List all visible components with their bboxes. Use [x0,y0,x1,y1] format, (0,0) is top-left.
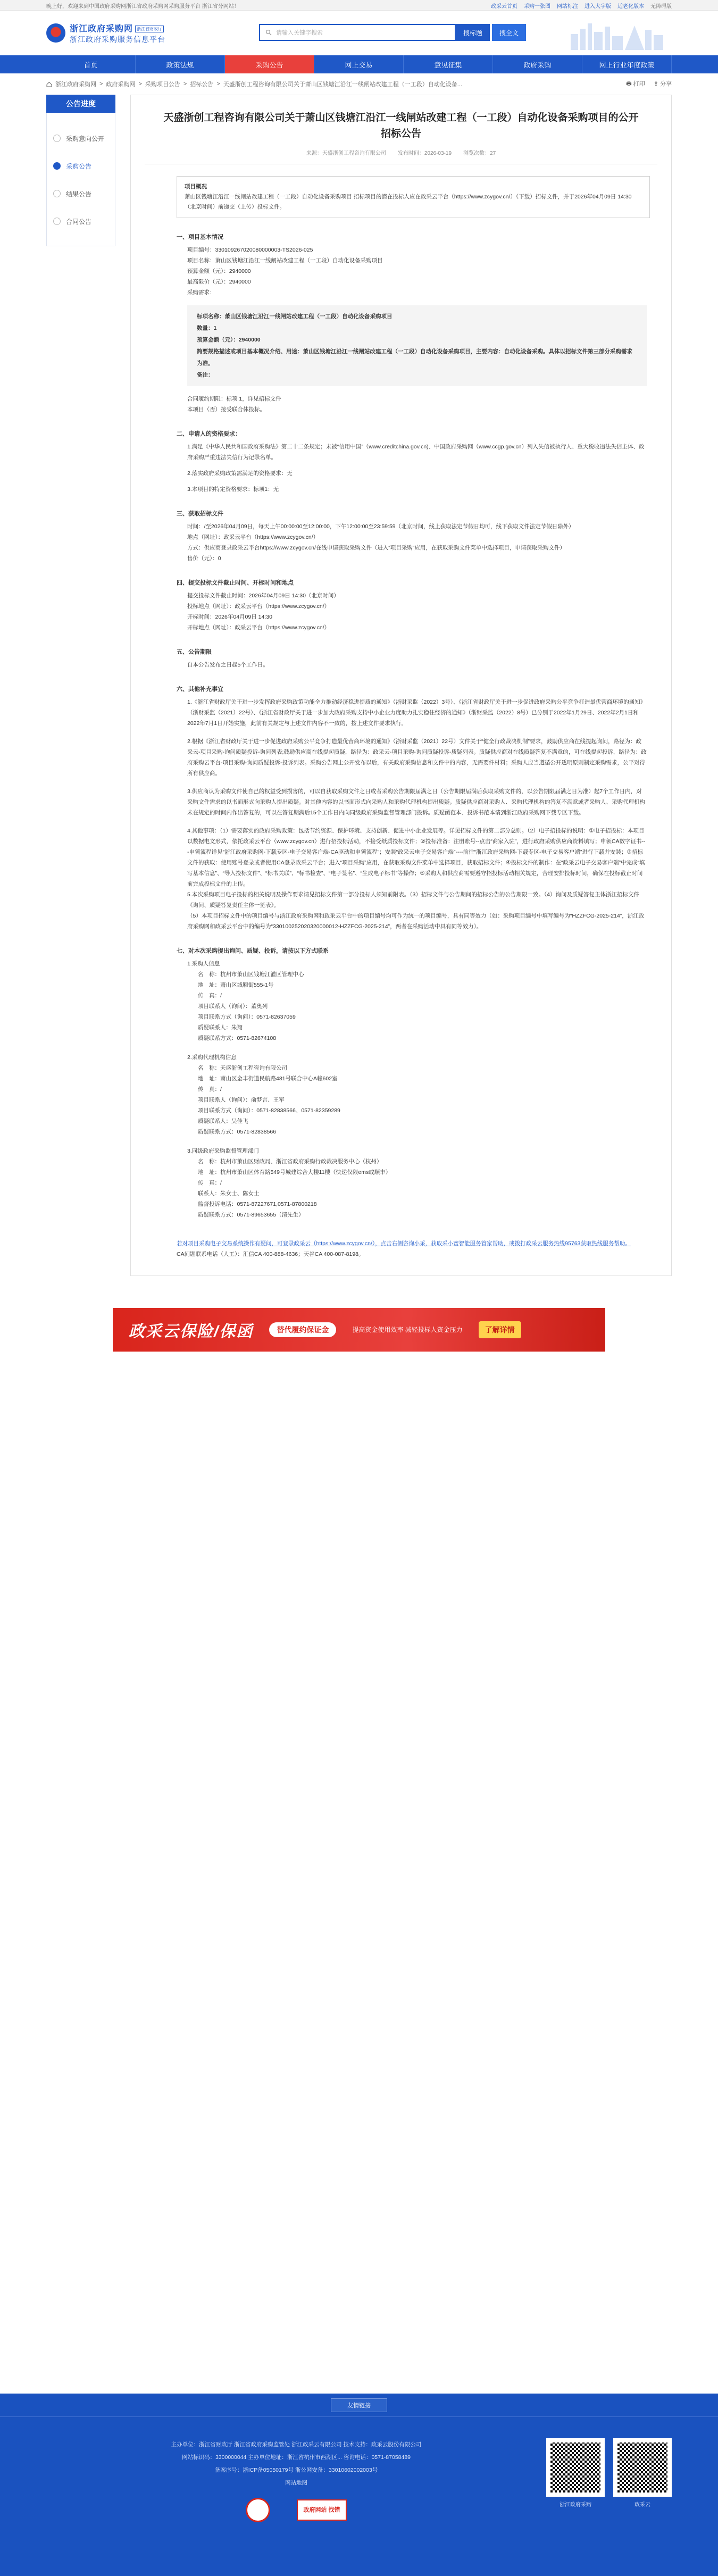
nav-online-trade[interactable]: 网上交易 [314,55,404,73]
section-qualification: 二、申请人的资格要求： 1.满足《中华人民共和国政府采购法》第二十二条规定；未被“信用中国”（www.creditchina.gov.cn)、中国政府采购网（www.ccgp.gov.cn）列入失信被执行人、重大税收违法失信主体、政府采购严重违法失信行为记录名单。 2.落实政府采购政策需满足的资格要求：无 3.本项目的特定资格要求：标项1：无 [177,431,645,493]
nav-annual-policy[interactable]: 网上行业年度政策 [582,55,672,73]
nav-announcements[interactable]: 采购公告 [225,55,314,73]
step-contract[interactable]: 合同公告 [47,207,115,235]
header [0,11,718,55]
source: 来源：天盛浙创工程咨询有限公司 [306,151,386,156]
main-area [46,95,672,1276]
step-intent[interactable]: 采购意向公开 [47,124,115,152]
section-obtain: 三、获取招标文件 时间：/至2026年04月09日，每天上午00:00:00至12:00:00，下午12:00:00至23:59:59（北京时间，线上获取法定节假日均可，线下获取文件法定节假日除外） 地点（网址）：政采云平台（https://www.zcygov.cn/） 方式：供应商登录政采云平台https://www.zcygov.cn/在线申请获取采购文件（进入“项目采购”应用，在获取采购文件菜单中选择项目，申请获取采购文件） 售价（元）：0 [177,511,574,562]
view-count: 浏览次数：27 [463,151,496,156]
search-input[interactable]: 请输入关键字搜索 [259,24,456,41]
nav-opinion[interactable]: 意见征集 [404,55,493,73]
search-icon [265,29,272,36]
skyline-illustration [565,18,672,50]
site-badge: 浙江省财政厅 [135,26,164,32]
gov-site-logo[interactable]: 政府网站 找错 [297,2499,346,2521]
crumb-2[interactable]: 政府采购网 [106,81,136,88]
sidebar-title: 公告进度 [46,95,115,113]
share-button[interactable]: ⇪ 分享 [653,80,672,87]
top-bar [0,0,718,11]
qr-code-zjcg: 浙江政府采购 [546,2438,605,2522]
link-elderly[interactable]: 适老化版本 [617,3,644,10]
promo-banner[interactable]: 政采云保险/保函 替代履约保证金 提高资金使用效率 减轻投标人资金压力 了解详情 [113,1308,605,1352]
welcome-text: 晚上好，欢迎来到中国政府采购网浙江省政府采购网采购服务平台 浙江省分网站！ [46,3,239,10]
step-result[interactable]: 结果公告 [47,180,115,207]
nav-policy[interactable]: 政策法规 [136,55,225,73]
link-large-font[interactable]: 进入大字版 [585,3,611,10]
article [130,95,672,1276]
link-zcy-home[interactable]: 政采云首页 [491,3,517,10]
section-basic: 一、项目基本情况 项目编号：330109267020080000003-TS2026-025 项目名称：萧山区钱塘江沿江一线闸站改建工程（一工段）自动化设备采购项目 预算金额（元）：2940000 最高限价（元）：2940000 采购需求： 标项名称：萧山区钱塘江沿江一线闸站改建工程（一工段）自动化设备采购项目 数量：1 预算金额（元）：2940000 简要规格描述或项目基本概况介绍、用途：萧山区钱塘江沿江一线闸站改建工程（一工段）自动化设备采购项目，主要内容：自动化设备采购。具体以招标文件第三部分采购需求为准。 备注： 合同履约期限：标项 1，详见招标文件 本项目（否）接受联合体投标。 [177,232,657,415]
crumb-1[interactable]: 浙江政府采购网 [55,81,96,88]
home-icon [46,81,52,87]
site-subtitle: 浙江政府采购服务信息平台 [70,35,165,44]
police-emblem-icon [246,2498,270,2522]
friend-links-select[interactable]: 友情链接 [331,2398,387,2412]
search-bar [259,24,526,41]
section-period: 五、公告期限 自本公告发布之日起5个工作日。 [177,649,269,668]
crumb-4[interactable]: 招标公告 [190,81,214,88]
link-accessible[interactable]: 无障碍版 [650,3,672,10]
print-button[interactable]: 🖶 打印 [626,80,645,87]
step-dot-icon [53,162,61,170]
section-other: 六、其他补充事宜 1.《浙江省财政厅关于进一步发挥政府采购政策功能全力推动经济稳进提质的通知》（浙财采监（2022）3号）、《浙江省财政厅关于进一步促进政府采购公平竞争打造最优营商环境的通知》（浙财采监（2021）22号）、《浙江省财政厅关于进一步加大政府采购支持中小企业力度助力扎实稳住经济的通知》（浙财采监（2022）8号）已分别于2022年1月29日、2022年2月1日和2022年7月1日开始实施，此前有关规定与上述文件内容不一致的，按上述文件要求执行。 2.根据《浙江省财政厅关于进一步促进政府采购公平竞争打造最优营商环境的通知》（浙财采监（2021）22号）文件关于“健全行政裁决机制”要求，鼓励供应商在线提起询问，路径为：政采云-项目采购-询问质疑投诉-询问列表;鼓励供应商在线提起质疑，路径为：政采云-项目采购-询问质疑投诉-质疑列表。质疑供应商对在线质疑答复不满意的，可在线提起投诉，路径为：政府采购云平台-项目采购-询问质疑投诉-投诉列表。采购公告网上公开发布以后，有关政府采购信息和文件中的内容，无需要件材料；采购人应当遵循公开透明原则制定采购需求，公平对待所有供应商。 3.供应商认为采购文件使自己的权益受到损害的，可以自获取采购文件之日或者采购公告期限届满之日（公告期限届满后获取采购文件的，以公告期限届满之日为准）起7个工作日内，对采购文件需求的以书面形式向采购人提出质疑。对其他内容的以书面形式向采购人和采购代理机构提出质疑。质疑供应商对采购人、采购代理机构的答复不满意或者采购人、采购代理机构未在规定的时间内作出答复的，可以在答复期满后15个工作日内向同级政府采购监督管理部门投诉。质疑函范本、投诉书范本请到浙江政府采购网下载专区下载。 4.其他事项：（1）需要落实的政府采购政策：包括节约资源、保护环境、支持创新、促进中小企业发展等。详见招标文件的第二部分总则。（2）电子招投标的说明：①电子招投标：本项目以数据电文形式，依托政采云平台（www.zcygov.cn）进行招投标活动，不接受纸质投标文件；②投标准备：注册账号--点击“商家入驻”，进行政府采购供应商资料填写；申领CA数字证书---申领流程详见“浙江政府采购网-下载专区-电子交易客户端-CA驱动和申领流程”；安装“政采云电子交易客户端”----前往“浙江政府采购网-下载专区-电子交易客户端”进行下载并安装；③招标文件的获取：使用账号登录或者使用CA登录政采云平台；进入“项目采购”应用，在获取采购文件菜单中选择项目，获取招标文件；④投标文件的制作：在“政采云电子交易客户端”中完成“填写基本信息”、“导入投标文件”、“标书关联”、“标书检查”、“电子签名”、“生成电子标书”等操作；⑤采购人和供应商需要遵守招投标活动相关规定，合理安排投标时间，确保在投标截止时间前完成投标文件的上传。 5.本次采购项目电子投标的相关说明及操作要求请见招标文件第一部分投标人须知前附表。（3）招标文件与公告期间的招标公告的公告期限一致。（4）询问及质疑答复主体浙江招标文件《询问、质疑答复责任主体一览表》。 （5）本项目招标文件中的项目编号与浙江政府采购网和政采云平台中的项目编号均可作为统一的项目编号，具有同等效力（如：采购项目编号中填写编号为“HZZFCG-2025-214”，浙江政府采购网和政采云平台中的编号为“330100252020320000012-HZZFCG-2025-214”，两者在采购活动中具有同等效力）。 [177,686,647,930]
section-contacts: 七、对本次采购提出询问、质疑、投诉，请按以下方式联系 1.采购人信息 名 称：杭州市萧山区钱塘江灌区管理中心 地 址：萧山区城厢街555-1号 传 真：/ 项目联系人（询问）：董奥列 项目联系方式（询问）：0571-82637059 质疑联系人：朱翔 质疑联系方式：0571-82674108 2.采购代理机构信息 名 称：天盛浙创工程咨询有限公司 地 址：萧山区金丰街道民航路481号联合中心A幢602室 传 真：/ 项目联系人（询问）：俞梦言、王军 项目联系方式（询问）：0571-82838566、0571-82359289 质疑联系人：吴佳飞 质疑联系方式：0571-82838566 3.同级政府采购监督管理部门 名 称：杭州市萧山区财政局、浙江省政府采购行政裁决服务中心（杭州） 地 址：杭州市萧山区体育路549号城建综合大楼11楼（快递仅限ems或顺丰） 传 真：/ 联系人：朱女士、陈女士 监督投诉电话：0571-87227671,0571-87800218 质疑联系方式：0571-89653655（清先生） [177,948,391,1218]
progress-sidebar [46,95,115,246]
sitemap-link[interactable]: 网站地图 [285,2480,307,2486]
publish-time: 发布时间：2026-03-19 [397,151,452,156]
nav-gov-procurement[interactable]: 政府采购 [493,55,582,73]
crumb-current: 天盛浙创工程咨询有限公司关于萧山区钱塘江沿江一线闸站改建工程（一工段）自动化设备... [223,81,462,88]
site-logo[interactable] [46,22,165,45]
page-title: 天盛浙创工程咨询有限公司关于萧山区钱塘江沿江一线闸站改建工程（一工段）自动化设备采购项目的公开招标公告 [163,112,639,139]
banner-cta-button[interactable]: 了解详情 [479,1321,521,1338]
section-help: 若对项目采购电子交易系统操作有疑问，可登录政采云（https://www.zcygov.cn/），点击右侧咨询小采，获取采小蜜智能服务管家帮助，或拨打政采云服务热线95763获取热线服务帮助。 CA问题联系电话（人工）：汇信CA 400-888-4636；天谷CA 400-087-8198。 [177,1238,657,1260]
search-title-button[interactable]: 搜标题 [456,24,490,41]
emblem-icon [46,23,65,43]
footer: 友情链接 主办单位：浙江省财政厅 浙江省政府采购监管处 浙江政采云有限公司 技术支持：政采云股份有限公司 网站标识码：3300000044 主办单位地址：浙江省杭州市西湖区... 咨询电话：0571-87058489 备案序号：浙ICP备05050179号 浙公网安备：33010602002003号 网站地图 政府网站 找错 浙江政府采购 政采云 [0,2394,718,2576]
crumb-3[interactable]: 采购项目公告 [145,81,180,88]
step-dot-icon [53,218,61,225]
section-deadline: 四、提交投标文件截止时间、开标时间和地点 提交投标文件截止时间：2026年04月09日 14:30（北京时间） 投标地点（网址）：政采云平台（https://www.zcygov.cn/） 开标时间：2026年04月09日 14:30 开标地点（网址）：政采云平台（https://www.zcygov.cn/） [177,580,339,631]
site-title: 浙江政府采购网 [70,23,133,34]
main-nav [0,55,718,73]
step-dot-icon [53,135,61,142]
step-announcement[interactable]: 采购公告 [47,152,115,180]
package-box: 标项名称：萧山区钱塘江沿江一线闸站改建工程（一工段）自动化设备采购项目 数量：1 预算金额（元）：2940000 简要规格描述或项目基本概况介绍、用途：萧山区钱塘江沿江一线闸站改建工程（一工段）自动化设备采购项目，主要内容：自动化设备采购。具体以招标文件第三部分采购需求为准。 备注： [187,305,647,386]
breadcrumb: 浙江政府采购网 > 政府采购网 > 采购项目公告 > 招标公告 > 天盛浙创工程咨询有限公司关于萧山区钱塘江沿江一线闸站改建工程（一工段）自动化设备... 🖶 打印 ⇪ 分享 [46,73,672,95]
nav-home[interactable]: 首页 [46,55,136,73]
step-dot-icon [53,190,61,197]
summary-box: 项目概况 萧山区钱塘江沿江一线闸站改建工程（一工段）自动化设备采购项目 招标项目的潜在投标人应在政采云平台（https://www.zcygov.cn/）（下载）招标文件，并于2026年04月09日 14:30（北京时间）前递交（上传）投标文件。 [177,176,650,218]
help-link[interactable]: 若对项目采购电子交易系统操作有疑问，可登录政采云（https://www.zcygov.cn/），点击右侧咨询小采，获取采小蜜智能服务管家帮助，或拨打政采云服务热线95763获取热线服务帮助。 [177,1240,631,1247]
search-fulltext-button[interactable]: 搜全文 [492,24,526,41]
link-mark[interactable]: 网站标注 [557,3,578,10]
qr-code-zcy: 政采云 [613,2438,672,2522]
link-map[interactable]: 采购一张图 [524,3,550,10]
article-meta [145,148,657,164]
